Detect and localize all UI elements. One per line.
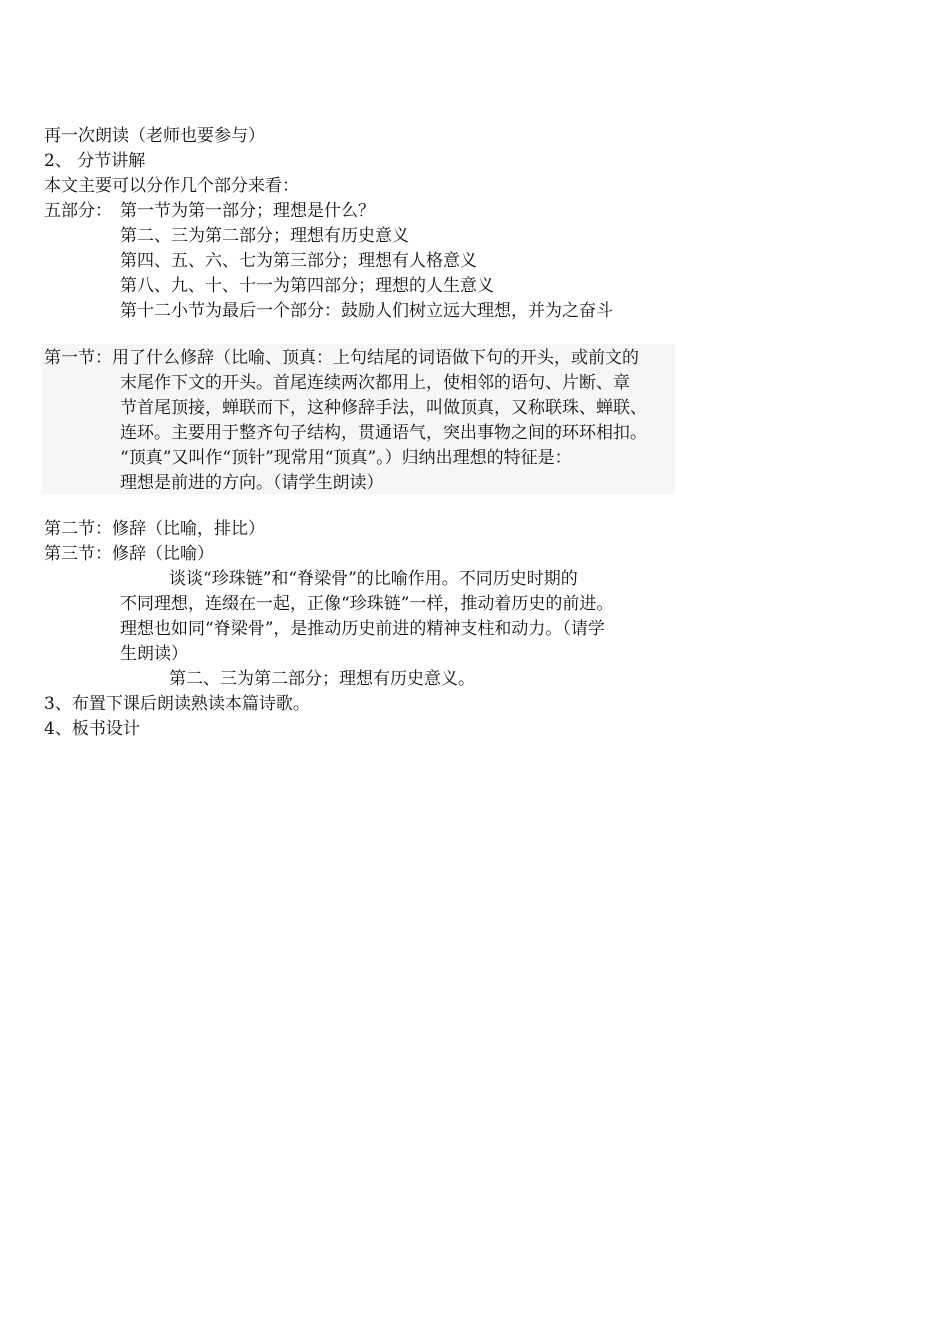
text-line-head: 五部分：: [44, 201, 112, 221]
text-line: 生朗读）: [120, 644, 188, 664]
text-line: 用了什么修辞（比喻、顶真：上句结尾的词语做下句的开头，或前文的: [112, 348, 639, 368]
text-line: 第十二小节为最后一个部分：鼓励人们树立远大理想，并为之奋斗: [120, 301, 613, 321]
text-line: 第二、三为第二部分；理想有历史意义: [120, 226, 409, 246]
text-line: “顶真”又叫作“顶针”现常用“顶真”。）归纳出理想的特征是：: [120, 448, 572, 468]
text-line: 不同理想，连缀在一起，正像“珍珠链”一样，推动着历史的前进。: [120, 594, 614, 614]
text-line: 节首尾顶接，蝉联而下，这种修辞手法，叫做顶真，又称联珠、蝉联、: [120, 398, 647, 418]
text-line: 再一次朗读（老师也要参与）: [44, 126, 265, 146]
text-line: 第一节为第一部分；理想是什么？: [120, 201, 375, 221]
text-line: 理想也如同“脊梁骨”，是推动历史前进的精神支柱和动力。（请学: [120, 619, 605, 639]
text-line: 谈谈“珍珠链”和“脊梁骨”的比喻作用。不同历史时期的: [169, 569, 578, 589]
text-line: 第二、三为第二部分；理想有历史意义。: [169, 669, 475, 689]
text-line: 第二节：修辞（比喻，排比）: [44, 519, 265, 539]
text-line: 连环。主要用于整齐句子结构，贯通语气，突出事物之间的环环相扣。: [120, 423, 647, 443]
text-line: 第八、九、十、十一为第四部分；理想的人生意义: [120, 276, 494, 296]
text-line: 第四、五、六、七为第三部分；理想有人格意义: [120, 251, 477, 271]
section-heading: 2、 分节讲解: [44, 151, 146, 171]
list-item: 3、布置下课后朗读熟读本篇诗歌。: [44, 694, 310, 714]
text-line: 理想是前进的方向。（请学生朗读）: [120, 473, 384, 493]
list-item: 4、板书设计: [44, 719, 140, 739]
text-line: 本文主要可以分作几个部分来看：: [44, 176, 299, 196]
text-line: 第三节：修辞（比喻）: [44, 544, 214, 564]
text-line: 末尾作下文的开头。首尾连续两次都用上，使相邻的语句、片断、章: [120, 373, 630, 393]
section-label: 第一节：: [44, 348, 112, 368]
